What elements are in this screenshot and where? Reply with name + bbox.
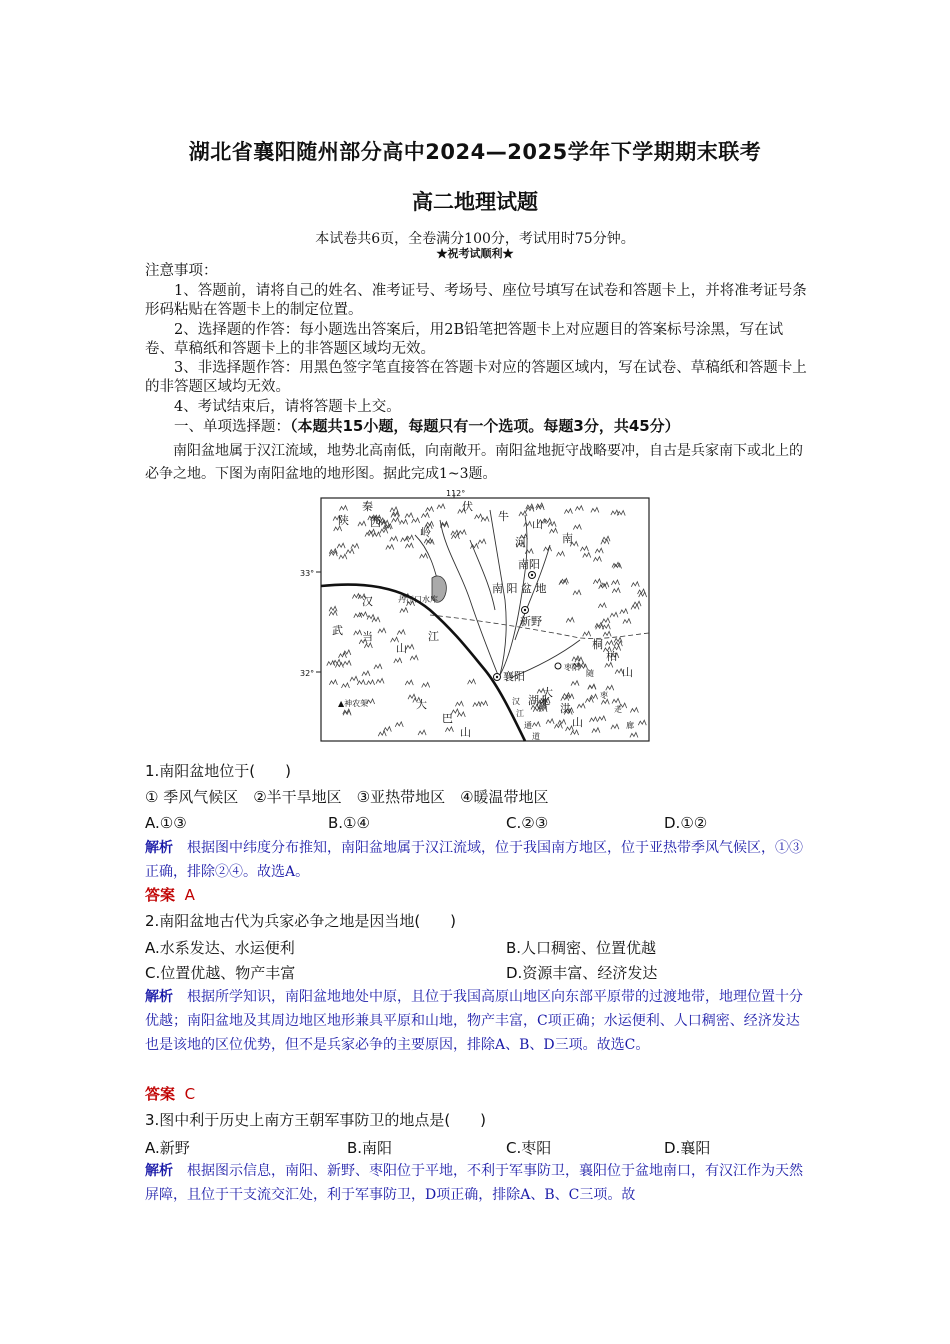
label-niu: 牛 xyxy=(498,510,509,523)
section-rule: （本题共15小题，每题只有一个选项。每题3分，共45分） xyxy=(290,417,680,435)
material-intro: 南阳盆地属于汉江流域，地势北高南低，向南敞开。南阳盆地扼守战略要冲，自古是兵家南下或北上的必争之地。下图为南阳盆地的地形图。据此完成1~3题。 xyxy=(145,443,803,482)
q2-stem: 2.南阳盆地古代为兵家必争之地是因当地( ) xyxy=(145,912,457,930)
label-bai: 柏 xyxy=(606,650,617,663)
q3-explain-label: 解析 xyxy=(145,1163,173,1179)
label-wu: 武 xyxy=(332,624,343,637)
q3-explanation xyxy=(145,1159,807,1207)
label-zou: 走 xyxy=(614,705,622,714)
q1-explanation xyxy=(145,836,807,884)
section-heading xyxy=(145,417,807,437)
q2-explanation xyxy=(145,985,807,1057)
label-shan-tongbai: 山 xyxy=(622,666,633,679)
map-frame xyxy=(321,498,649,741)
label-tong: 桐 xyxy=(592,638,603,651)
nanyang-basin-map xyxy=(300,489,650,742)
label-hubei: 湖北 xyxy=(528,694,550,707)
exam-subtitle: 高二地理试题 xyxy=(412,190,538,214)
q1-explain-text: 根据图中纬度分布推知，南阳盆地属于汉江流域，位于我国南方地区，位于亚热带季风气候区，①③正确，排除②④。故选A。 xyxy=(145,840,803,880)
label-jiang-corridor: 江 xyxy=(516,709,524,718)
label-qin: 秦 xyxy=(362,500,373,513)
label-fu: 伏 xyxy=(462,500,473,513)
label-xinye: 新野 xyxy=(520,615,542,628)
map-latitude-32: 32° xyxy=(300,669,315,678)
q3-option-a[interactable]: A.新野 xyxy=(145,1139,190,1157)
q1-explain-label: 解析 xyxy=(145,840,173,856)
good-luck-line: ★祝考试顺利★ xyxy=(436,247,514,260)
q3-option-d[interactable]: D.襄阳 xyxy=(664,1139,711,1157)
notice-item-4: 4、考试结束后，请将答题卡上交。 xyxy=(174,399,401,415)
label-tong-corridor: 通 xyxy=(524,721,532,730)
notice-item-2: 2、选择题的作答：每小题选出答案后，用2B铅笔把答题卡上对应题目的答案标号涂黑，写在试卷、草稿纸和答题卡上的非答题区域均无效。 xyxy=(145,322,784,357)
q1-items: ① 季风气候区 ②半干旱地区 ③亚热带地区 ④暖温带地区 xyxy=(145,788,549,806)
label-danjiangkou: 丹江口水库 xyxy=(398,595,438,604)
q2-answer-label: 答案 xyxy=(145,1085,176,1103)
zaoyang-city-marker xyxy=(555,663,561,669)
notice-item-1: 1、答题前，请将自己的姓名、准考证号、考场号、座位号填写在试卷和答题卡上，并将准考证号条形码粘贴在答题卡上的制定位置。 xyxy=(145,283,807,318)
q3-stem: 3.图中利于历史上南方王朝军事防卫的地点是( ) xyxy=(145,1111,487,1129)
section-prefix: 一、单项选择题： xyxy=(174,419,290,435)
label-ling: 岭 xyxy=(420,526,431,539)
q2-option-c[interactable]: C.位置优越、物产丰富 xyxy=(145,964,296,982)
q2-option-d[interactable]: D.资源丰富、经济发达 xyxy=(506,964,658,982)
label-xi: 西 xyxy=(370,516,381,529)
q2-option-b[interactable]: B.人口稠密、位置优越 xyxy=(506,939,657,957)
q1-answer-label: 答案 xyxy=(145,886,176,904)
exam-info: 本试卷共6页，全卷满分100分，考试用时75分钟。 xyxy=(315,231,635,247)
label-xiangyang: 襄阳 xyxy=(503,670,525,683)
q1-option-a[interactable]: A.①③ xyxy=(145,814,187,832)
q1-option-c[interactable]: C.②③ xyxy=(506,814,549,832)
label-lang: 廊 xyxy=(626,721,634,730)
label-dang: 当 xyxy=(362,630,373,643)
label-da: 大 xyxy=(542,686,553,699)
map-latitude-33: 33° xyxy=(300,569,315,578)
q2-explain-label: 解析 xyxy=(145,989,173,1005)
q2-explain-text: 根据所学知识，南阳盆地地处中原，且位于我国高原山地区向东部平原带的过渡地带，地理位置十分优越；南阳盆地及其周边地区地形兼具平原和山地，物产丰富，C项正确；水运便利、人口稠密、经济发达也是该地的区位优势，但不是兵家必争的主要原因，排除A、B、D三项。故选C。 xyxy=(145,989,803,1053)
label-shan3: 山 xyxy=(460,726,471,739)
q3-option-b[interactable]: B.南阳 xyxy=(347,1139,393,1157)
q1-answer xyxy=(145,886,807,905)
label-nan: 南 xyxy=(562,532,573,545)
label-sui: 随 xyxy=(586,669,594,678)
q1-stem: 1.南阳盆地位于( ) xyxy=(145,762,292,780)
label-han: 汉 xyxy=(362,595,373,608)
label-shaan: 陕 xyxy=(338,514,349,527)
label-zao: 枣 xyxy=(600,691,608,700)
q1-option-b[interactable]: B.①④ xyxy=(328,814,370,832)
map-longitude-112: 112° xyxy=(446,489,466,498)
notice-item-3: 3、非选择题作答：用黑色签字笔直接答在答题卡对应的答题区域内，写在试卷、草稿纸和答题卡上的非答题区域均无效。 xyxy=(145,360,807,395)
label-hong: 洪 xyxy=(560,702,571,715)
exam-title: 湖北省襄阳随州部分高中2024—2025学年下学期期末联考 xyxy=(188,140,762,164)
label-shan1: 山 xyxy=(532,518,543,531)
q1-answer-value: A xyxy=(184,886,195,904)
label-shennongjia: ▲神农架 xyxy=(338,699,369,708)
label-jiang: 江 xyxy=(428,630,439,643)
q3-explain-text: 根据图示信息，南阳、新野、枣阳位于平地，不利于军事防卫，襄阳位于盆地南口，有汉江作为天然屏障，且位于干支流交汇处，利于军事防卫，D项正确，排除A、B、C三项。故 xyxy=(145,1163,803,1203)
notice-heading: 注意事项： xyxy=(145,263,218,279)
q1-option-d[interactable]: D.①② xyxy=(664,814,708,832)
label-he: 河 xyxy=(515,536,526,549)
label-da2: 大 xyxy=(416,698,427,711)
label-han-corridor: 汉 xyxy=(512,697,520,706)
label-ba: 巴 xyxy=(442,712,453,725)
q2-option-a[interactable]: A.水系发达、水运便利 xyxy=(145,939,295,957)
label-shan-wudang: 山 xyxy=(396,642,407,655)
label-nanyang: 南阳 xyxy=(518,558,540,571)
label-nanyang-basin: 南 阳 盆 地 xyxy=(492,582,547,595)
label-shan-hong: 山 xyxy=(572,716,583,729)
q2-answer xyxy=(145,1085,807,1104)
label-zaoyang: 枣阳 xyxy=(564,663,580,672)
label-dao-corridor: 道 xyxy=(532,732,540,741)
q3-option-c[interactable]: C.枣阳 xyxy=(506,1139,552,1157)
q2-answer-value: C xyxy=(184,1085,196,1103)
